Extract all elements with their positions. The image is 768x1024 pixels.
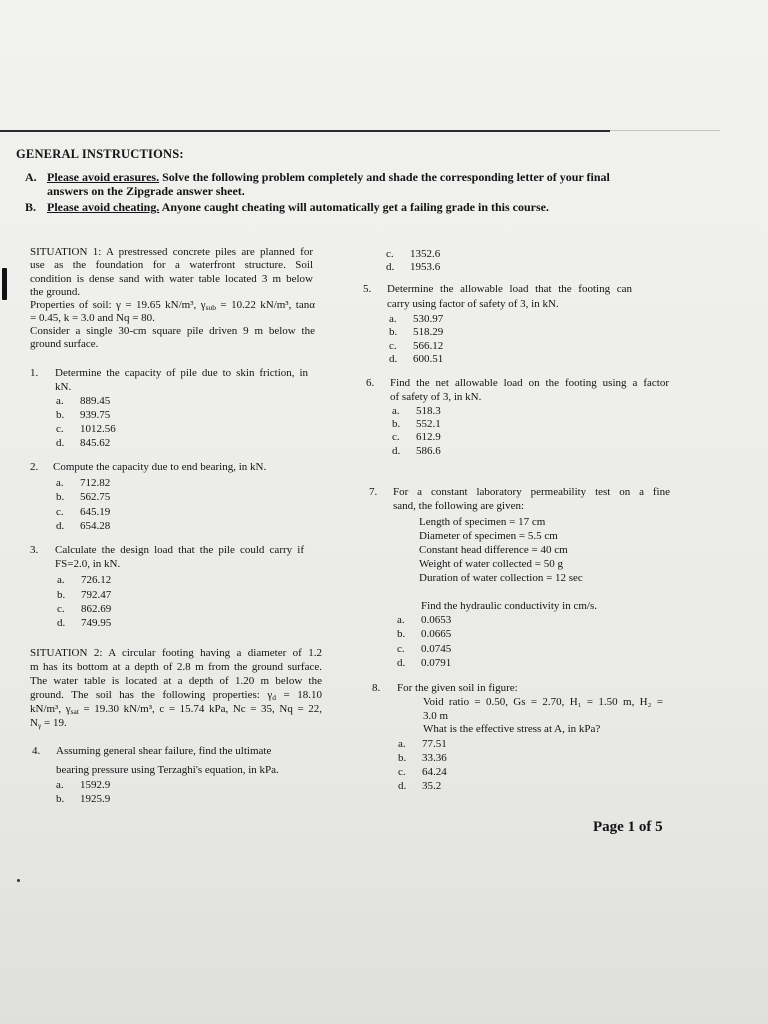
- choice-letter: b.: [56, 793, 65, 805]
- choice-value: 586.6: [416, 445, 441, 457]
- choice: [57, 574, 111, 587]
- choice: [389, 340, 443, 353]
- choice-value: 1953.6: [410, 261, 441, 273]
- choice: [392, 405, 441, 418]
- choice: [397, 657, 451, 670]
- choice: [389, 313, 443, 326]
- choice-value: 0.0665: [421, 628, 452, 640]
- choice-value: 33.36: [422, 752, 447, 764]
- instruction-b-emphasis: Please avoid cheating.: [47, 200, 160, 214]
- choice-value: 612.9: [416, 431, 441, 443]
- choice: [57, 603, 111, 616]
- situation-2-line: [30, 717, 67, 730]
- choice: [392, 418, 441, 431]
- question-3-stem: Calculate the design load that the pile could carry if: [55, 544, 304, 556]
- choice-letter: a.: [56, 477, 64, 489]
- question-8-number: 8.: [372, 682, 381, 694]
- choice-value: 645.19: [80, 506, 111, 518]
- question-6-stem: Find the net allowable load on the footing using a factor: [390, 377, 669, 389]
- choice: [57, 617, 111, 630]
- choice-letter: d.: [389, 353, 398, 365]
- question-7-given-item: Length of specimen = 17 cm: [419, 516, 546, 528]
- instruction-a-line-1: [47, 170, 610, 184]
- question-1-number: 1.: [30, 367, 39, 379]
- situation-2-subscript: d: [272, 693, 276, 702]
- choice-letter: b.: [397, 628, 406, 640]
- question-5-number: 5.: [363, 283, 372, 295]
- question-2-stem: Compute the capacity due to end bearing, in kN.: [53, 461, 267, 473]
- choice-value: 0.0791: [421, 657, 452, 669]
- choice-value: 1592.9: [80, 779, 111, 791]
- situation-2-line: [30, 703, 322, 716]
- situation-1-consider-line: Consider a single 30-cm square pile driven 9 m below the: [30, 325, 315, 337]
- instruction-a-emphasis: Please avoid erasures.: [47, 170, 160, 184]
- header-rule-faint: [610, 130, 720, 131]
- question-2-number: 2.: [30, 461, 39, 473]
- choice-value: 530.97: [413, 313, 444, 325]
- choice-letter: c.: [57, 603, 65, 615]
- question-7-number: 7.: [369, 486, 378, 498]
- choice-value: 35.2: [422, 780, 442, 792]
- choice: [56, 506, 110, 519]
- situation-2-subscript: sat: [70, 707, 79, 716]
- question-8-detail: What is the effective stress at A, in kPa?: [423, 723, 601, 735]
- situation-1-properties-line: = 0.45, k = 3.0 and Nq = 80.: [30, 312, 155, 324]
- choice: [397, 628, 451, 641]
- choice-value: 749.95: [81, 617, 112, 629]
- properties-subscript: sub: [205, 303, 216, 312]
- choice-value: 518.29: [413, 326, 444, 338]
- question-6-stem: of safety of 3, in kN.: [390, 391, 482, 403]
- situation-2-text: N: [30, 717, 38, 729]
- header-rule: [0, 130, 610, 132]
- choice-value: 77.51: [422, 738, 447, 750]
- choice: [56, 477, 110, 490]
- choice: [56, 423, 116, 436]
- question-7-stem: sand, the following are given:: [393, 500, 525, 512]
- choice-value: 600.51: [413, 353, 444, 365]
- choice: [56, 779, 110, 792]
- instruction-b-text: Anyone caught cheating will automatically get a failing grade in this course.: [159, 200, 549, 214]
- question-8-stem: For the given soil in figure:: [397, 682, 518, 694]
- question-8-detail: 3.0 m: [423, 710, 449, 722]
- choice-letter: b.: [56, 491, 65, 503]
- choice: [57, 589, 111, 602]
- question-7-given-item: Weight of water collected = 50 g: [419, 558, 563, 570]
- choice-letter: a.: [56, 395, 64, 407]
- situation-2-line: m has its bottom at a depth of 2.8 m from the ground surface.: [30, 661, 322, 673]
- situation-2-text: ground. The soil has the following properties: γ: [30, 689, 273, 701]
- choice-value: 0.0653: [421, 614, 452, 626]
- choice-letter: c.: [397, 643, 405, 655]
- question-7-prompt: Find the hydraulic conductivity in cm/s.: [421, 600, 597, 612]
- choice-letter: b.: [389, 326, 398, 338]
- speck-mark: [17, 879, 20, 882]
- choice: [392, 431, 441, 444]
- question-3-stem: FS=2.0, in kN.: [55, 558, 121, 570]
- choice: [56, 793, 110, 806]
- choice: [398, 738, 447, 751]
- choice-letter: a.: [389, 313, 397, 325]
- choice-value: 889.45: [80, 395, 111, 407]
- situation-2-line: The water table is located at a depth of 1.20 m below the: [30, 675, 322, 687]
- choice-value: 518.3: [416, 405, 441, 417]
- choice-letter: c.: [56, 506, 64, 518]
- choice-value: 712.82: [80, 477, 111, 489]
- choice-value: 552.1: [416, 418, 441, 430]
- choice-value: 939.75: [80, 409, 111, 421]
- situation-2-line: [30, 689, 322, 702]
- choice-value: 64.24: [422, 766, 447, 778]
- choice: [397, 643, 451, 656]
- instruction-b-line-1: [47, 200, 549, 214]
- question-3-number: 3.: [30, 544, 39, 556]
- choice: [389, 353, 443, 366]
- instruction-a-line-2: answers on the Zipgrade answer sheet.: [47, 184, 245, 198]
- choice: [389, 326, 443, 339]
- choice: [398, 780, 441, 793]
- choice-letter: c.: [392, 431, 400, 443]
- situation-1-line: condition is dense sand with water table located 3 m below: [30, 273, 313, 285]
- choice-letter: d.: [397, 657, 406, 669]
- choice-value: 562.75: [80, 491, 111, 503]
- choice-value: 654.28: [80, 520, 111, 532]
- choice-letter: a.: [57, 574, 65, 586]
- instruction-a-text: Solve the following problem completely and shade the corresponding letter of your final: [159, 170, 610, 184]
- choice-letter: d.: [386, 261, 395, 273]
- choice-value: 726.12: [81, 574, 112, 586]
- choice-letter: c.: [56, 423, 64, 435]
- choice-letter: c.: [386, 248, 394, 260]
- choice-letter: a.: [392, 405, 400, 417]
- properties-text: Properties of soil: γ = 19.65 kN/m³, γ: [30, 299, 206, 311]
- situation-2-text: kN/m³, γ: [30, 703, 71, 715]
- choice-letter: b.: [398, 752, 407, 764]
- choice-letter: c.: [398, 766, 406, 778]
- question-8-detail: Void ratio = 0.50, Gs = 2.70, H₁ = 1.50 m, H₂ =: [423, 696, 663, 708]
- choice-value: 1925.9: [80, 793, 111, 805]
- choice-value: 845.62: [80, 437, 111, 449]
- choice-letter: b.: [392, 418, 401, 430]
- properties-text: = 10.22 kN/m³, tanα: [215, 299, 315, 311]
- instructions-heading: GENERAL INSTRUCTIONS:: [16, 147, 184, 161]
- choice: [392, 445, 441, 458]
- choice: [56, 491, 110, 504]
- question-1-stem: Determine the capacity of pile due to skin friction, in: [55, 367, 308, 379]
- choice: [398, 766, 447, 779]
- choice: [56, 437, 110, 450]
- choice-value: 0.0745: [421, 643, 452, 655]
- choice-letter: b.: [56, 409, 65, 421]
- question-4-stem: Assuming general shear failure, find the ultimate: [56, 745, 272, 757]
- choice-value: 1352.6: [410, 248, 441, 260]
- choice-letter: d.: [56, 520, 65, 532]
- instruction-a-letter: A.: [25, 170, 37, 184]
- choice: [397, 614, 451, 627]
- question-4-stem: bearing pressure using Terzaghi's equation, in kPa.: [56, 764, 279, 776]
- binding-mark: [2, 268, 7, 300]
- choice-letter: a.: [56, 779, 64, 791]
- situation-1-consider-line: ground surface.: [30, 338, 99, 350]
- choice: [56, 409, 110, 422]
- choice-value: 792.47: [81, 589, 112, 601]
- choice: [386, 261, 440, 274]
- choice-letter: d.: [56, 437, 65, 449]
- situation-1-line: use as the foundation for a waterfront structure. Soil: [30, 259, 313, 271]
- situation-2-text: = 19.30 kN/m³, c = 15.74 kPa, Nc = 35, Nq = 22,: [78, 703, 322, 715]
- question-5-stem: carry using factor of safety of 3, in kN.: [387, 298, 559, 310]
- choice-value: 1012.56: [80, 423, 116, 435]
- choice-letter: c.: [389, 340, 397, 352]
- instruction-b-letter: B.: [25, 200, 37, 214]
- choice: [56, 395, 110, 408]
- question-7-given-item: Diameter of specimen = 5.5 cm: [419, 530, 558, 542]
- choice-letter: a.: [398, 738, 406, 750]
- choice-letter: a.: [397, 614, 405, 626]
- choice-value: 862.69: [81, 603, 112, 615]
- choice-letter: d.: [57, 617, 66, 629]
- question-4-number: 4.: [32, 745, 41, 757]
- question-1-stem: kN.: [55, 381, 72, 393]
- choice: [386, 248, 440, 261]
- situation-2-text: = 18.10: [275, 689, 322, 701]
- question-6-number: 6.: [366, 377, 375, 389]
- situation-2-subscript: γ: [37, 721, 42, 730]
- choice-letter: d.: [392, 445, 401, 457]
- choice: [56, 520, 110, 533]
- question-7-given-item: Constant head difference = 40 cm: [419, 544, 568, 556]
- choice: [398, 752, 447, 765]
- choice-letter: b.: [57, 589, 66, 601]
- question-7-given-item: Duration of water collection = 12 sec: [419, 572, 583, 584]
- page-number: Page 1 of 5: [593, 819, 663, 835]
- situation-1-line: the ground.: [30, 286, 81, 298]
- situation-1-line: SITUATION 1: A prestressed concrete piles are planned for: [30, 246, 313, 258]
- choice-value: 566.12: [413, 340, 444, 352]
- question-7-stem: For a constant laboratory permeability test on a fine: [393, 486, 670, 498]
- situation-2-text: = 19.: [41, 717, 67, 729]
- choice-letter: d.: [398, 780, 407, 792]
- situation-1-properties-line: [30, 299, 315, 312]
- situation-2-line: SITUATION 2: A circular footing having a diameter of 1.2: [30, 647, 322, 659]
- question-5-stem: Determine the allowable load that the footing can: [387, 283, 632, 295]
